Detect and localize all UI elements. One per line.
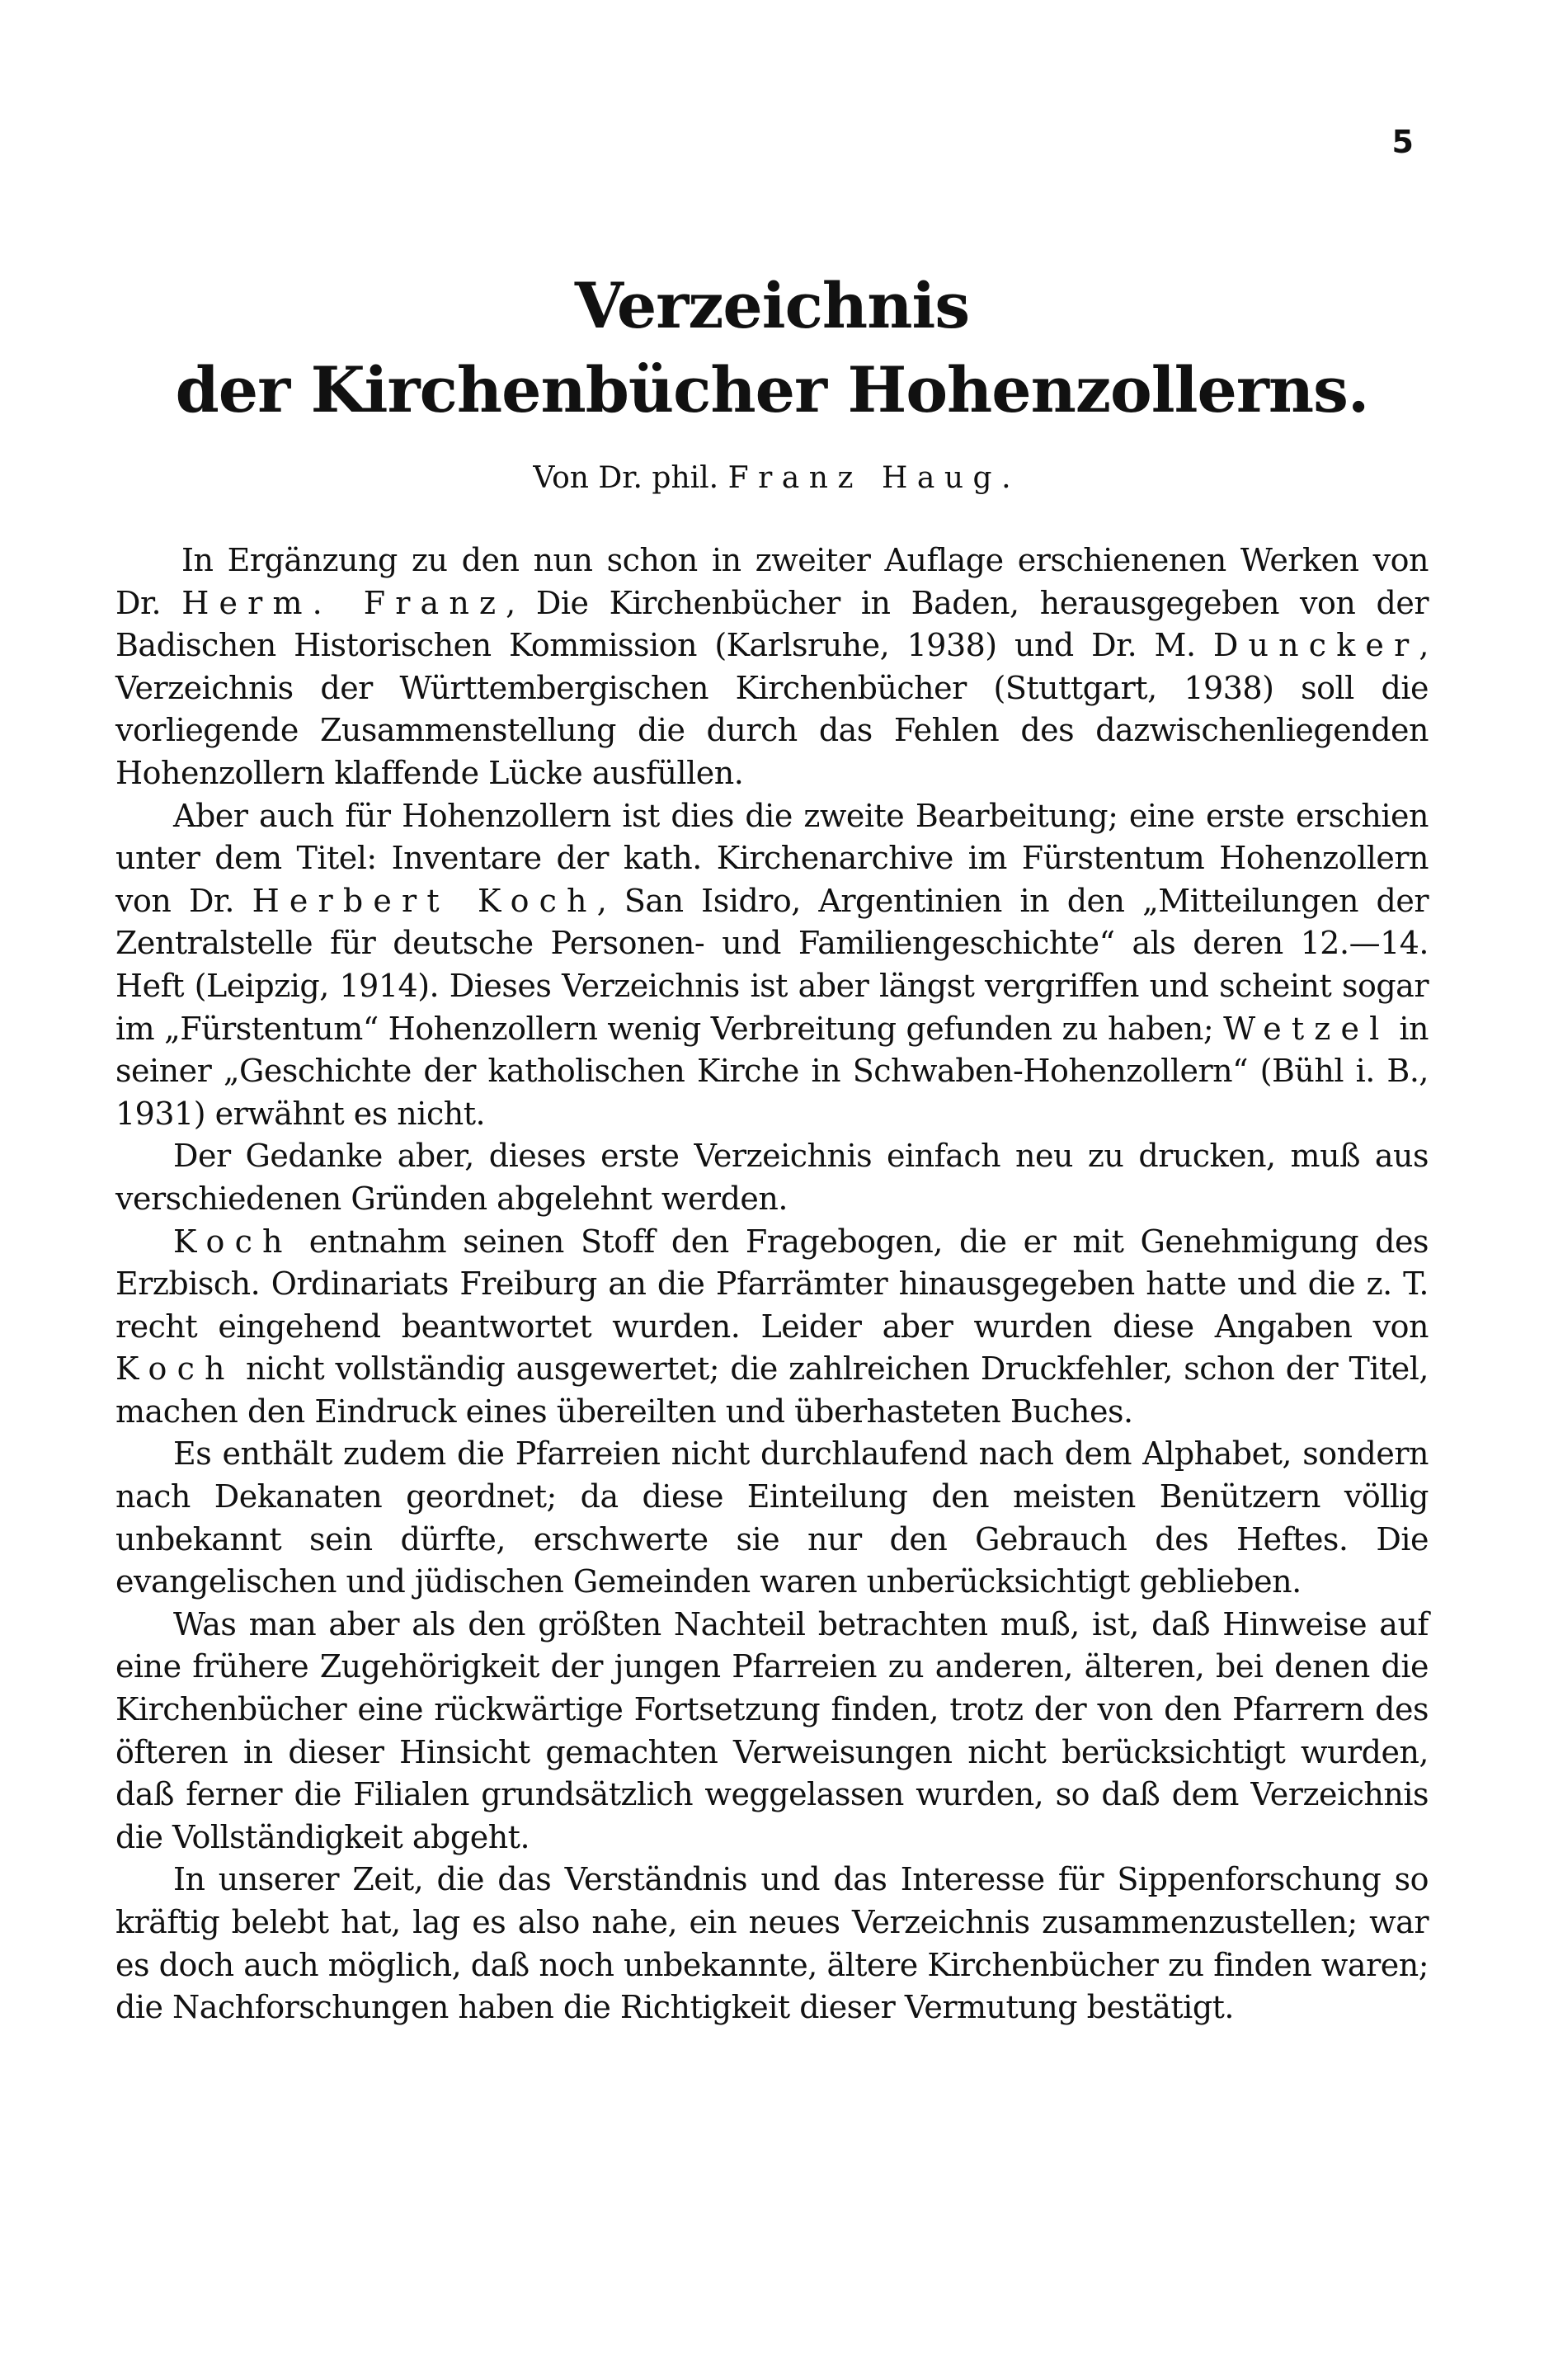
paragraph <box>115 1604 1429 1859</box>
paragraph-text: Es enthält zudem die Pfarreien nicht durchlaufend nach dem Alphabet, sondern nach Dekanaten geordnet; da diese Einteilung den meisten Benützern völlig unbekannt sein dürfte, erschwerte sie nur den Gebrauch des Heftes. Die evangelischen und jüdischen Gemeinden waren unberücksichtigt geblieben. <box>115 1435 1429 1600</box>
paragraph-text: , Verzeichnis der Württembergischen Kirchenbücher (Stuttgart, 1938) soll die vorliegende Zusammenstellung die durch das Fehlen des dazwischenliegenden Hohenzollern klaffende Lücke ausfüllen. <box>115 627 1429 791</box>
author-line <box>0 458 1544 499</box>
paragraph <box>115 795 1429 1136</box>
paragraph-text: In unserer Zeit, die das Verständnis und das Interesse für Sippenforschung so kräftig belebt hat, lag es also nahe, ein neues Verzeichnis zusammenzustellen; war es doch auch möglich, daß noch unbekannte, ältere Kirchenbücher zu finden waren; die Nachforschungen haben die Richtigkeit dieser Vermutung bestätigt. <box>115 1861 1429 2026</box>
paragraph-text: in seiner „Geschichte der katholischen Kirche in Schwaben-Hohenzollern“ (Bühl i. B., 1931) erwähnt es nicht. <box>115 1010 1429 1132</box>
paragraph-text: , Die Kirchenbücher in Baden, herausgegeben von der Badischen Historischen Kommission (Karlsruhe, 1938) und Dr. M. <box>115 584 1429 664</box>
paragraph-text: nicht vollständig ausgewertet; die zahlreichen Druckfehler, schon der Titel, machen den Eindruck eines übereilten und überhasteten Buches. <box>115 1350 1429 1430</box>
author-prefix: Von Dr. phil. <box>533 461 719 495</box>
paragraph-text: , San Isidro, Argentinien in den „Mitteilungen der Zentralstelle für deutsche Personen- und Familiengeschichte“ als deren 12.—14. Heft (Leipzig, 1914). Dieses Verzeichnis ist aber längst vergriffen und scheint sogar im „Fürstentum“ Hohenzollern wenig Verbreitung gefunden zu haben; <box>115 882 1429 1047</box>
paragraph-text: Was man aber als den größten Nachteil betrachten muß, ist, daß Hinweise auf eine frühere Zugehörigkeit der jungen Pfarreien zu anderen, älteren, bei denen die Kirchenbücher eine rückwärtige Fortsetzung finden, trotz der von den Pfarrern des öfteren in dieser Hinsicht gemachten Verweisungen nicht berücksichtigt wurden, daß ferner die Filialen grundsätzlich weggelassen wurden, so daß dem Verzeichnis die Vollständigkeit abgeht. <box>115 1605 1429 1855</box>
paragraph <box>115 1859 1429 2029</box>
title-line-2: der Kirchenbücher Hohenzollerns. <box>175 353 1369 427</box>
paragraph-text: entnahm seinen Stoff den Fragebogen, die er mit Genehmigung des Erzbisch. Ordinariats Freiburg an die Pfarrämter hinausgegeben hatte und die z. T. recht eingehend beantwortet wurden. Leider aber wurden diese Angaben von <box>115 1223 1429 1345</box>
author-reference: Wetzel <box>1223 1010 1390 1047</box>
author-reference: Koch <box>115 1350 235 1388</box>
title-line-1: Verzeichnis <box>574 269 970 342</box>
author-reference: Herbert Koch <box>252 882 597 919</box>
author-reference: Duncker <box>1212 627 1419 664</box>
author-reference: Koch <box>173 1223 293 1260</box>
author-name: Franz Haug <box>727 461 1002 495</box>
body-text <box>115 540 1429 2029</box>
author-suffix: . <box>1001 461 1011 495</box>
paragraph-text: In Ergänzung zu den nun schon in zweiter Auflage erschienenen Werken von Dr. <box>115 542 1429 621</box>
paragraph-text: Der Gedanke aber, dieses erste Verzeichnis einfach neu zu drucken, muß aus verschiedenen Gründen abgelehnt werden. <box>115 1138 1429 1217</box>
paragraph-text: Aber auch für Hohenzollern ist dies die zweite Bearbeitung; eine erste erschien unter dem Titel: Inventare der kath. Kirchenarchive im Fürstentum Hohenzollern von Dr. <box>115 797 1429 919</box>
paragraph <box>115 1135 1429 1220</box>
paragraph <box>115 1433 1429 1603</box>
page-number: 5 <box>1391 124 1414 160</box>
page-title <box>0 264 1544 432</box>
paragraph <box>115 540 1429 795</box>
paragraph <box>115 1221 1429 1434</box>
author-reference: Herm. Franz <box>181 584 506 621</box>
